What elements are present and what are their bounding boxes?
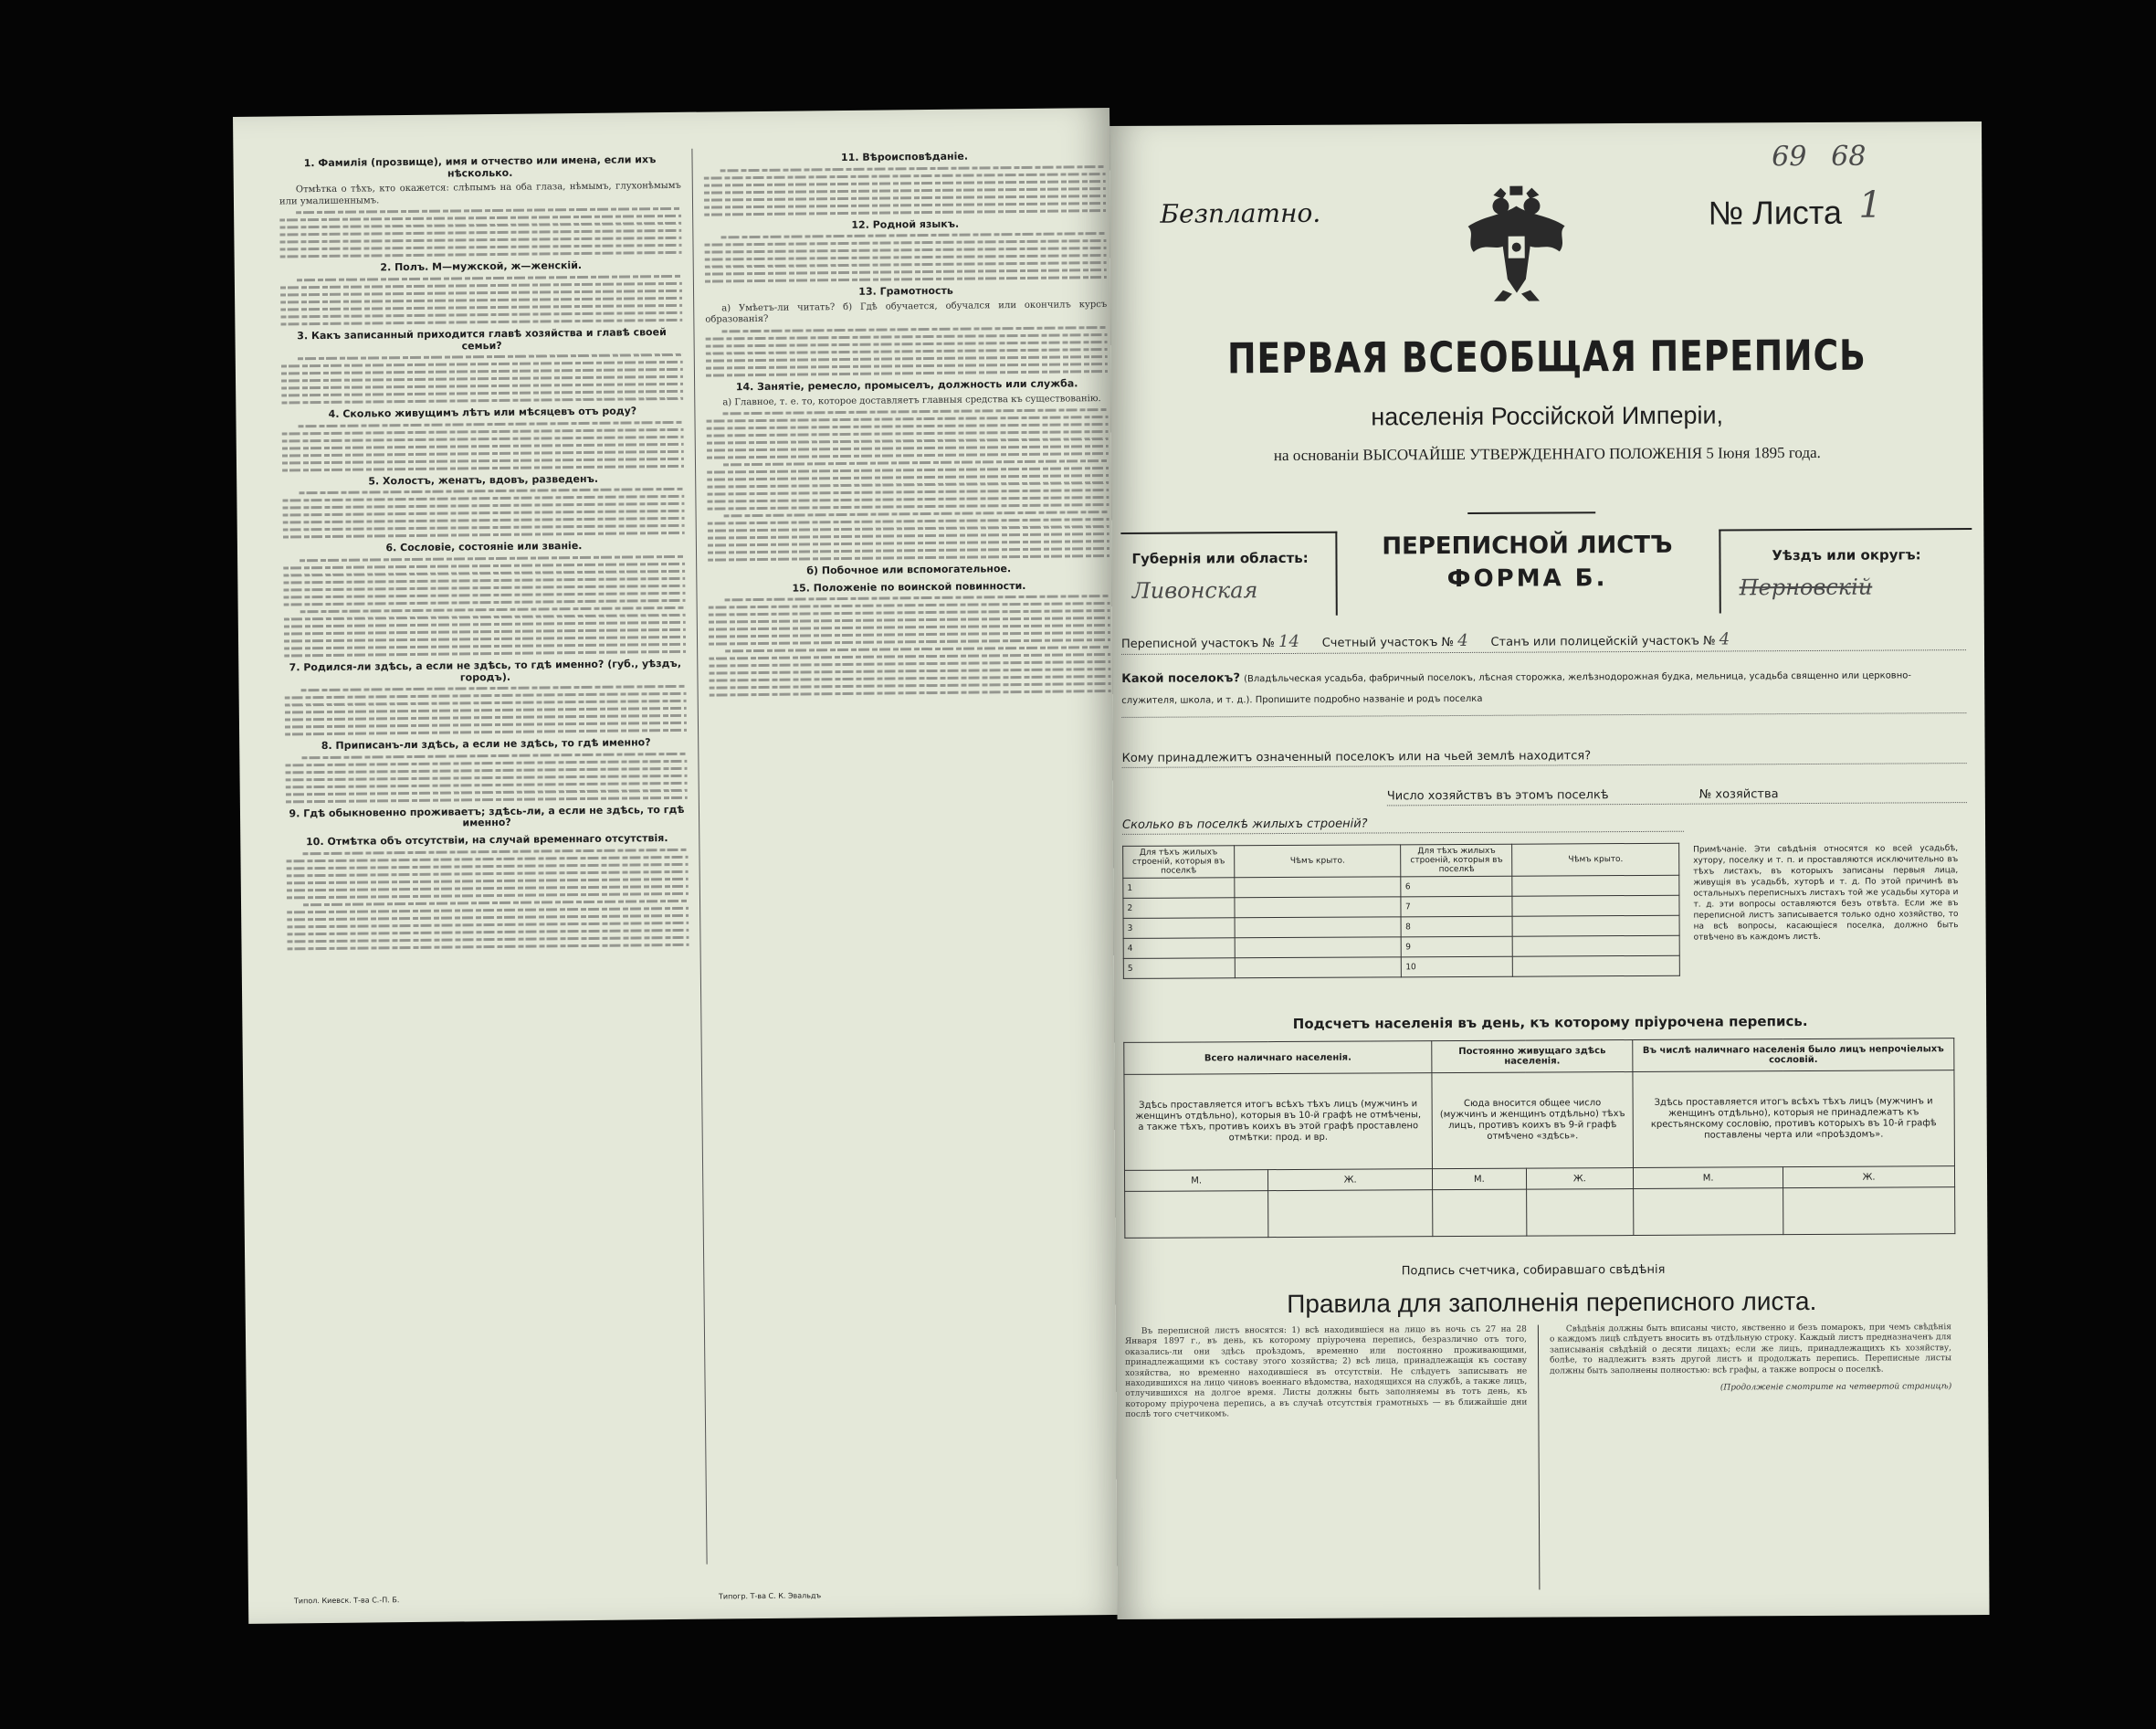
count-cell[interactable] — [1268, 1190, 1433, 1238]
handwritten-number-1: 69 — [1772, 141, 1807, 174]
filler-text — [279, 207, 682, 258]
uchastok-value: 14 — [1278, 631, 1299, 652]
print-line — [282, 502, 684, 510]
count-cell[interactable] — [1634, 1188, 1783, 1236]
section-title: 12. Родной языкъ. — [851, 217, 960, 231]
rules-left-column — [1125, 1325, 1529, 1601]
print-line — [709, 617, 1110, 624]
form-title-box — [1335, 530, 1719, 614]
roof-cell[interactable] — [1512, 935, 1679, 956]
print-line — [279, 229, 681, 237]
section-title: 14. Занятіе, ремесло, промыселъ, должность или служба. — [735, 377, 1078, 394]
print-line — [285, 692, 687, 700]
uchastok-row — [1121, 628, 1966, 655]
print-line — [280, 282, 682, 290]
print-line — [287, 891, 689, 899]
table-header: Чѣмъ крыто. — [1512, 843, 1679, 876]
print-line — [285, 729, 687, 736]
row-number: 1 — [1123, 878, 1235, 899]
print-line — [301, 685, 687, 691]
filler-text — [708, 511, 1110, 562]
row-number: 7 — [1401, 896, 1512, 917]
print-line — [707, 430, 1109, 438]
print-line — [725, 595, 1110, 601]
section-title: 9. Гдѣ обыкновенно проживаетъ; здѣсь-ли, а если не здѣсь, то гдѣ именно? — [289, 803, 685, 829]
section-title: б) Побочное или вспомогательное. — [806, 563, 1012, 577]
free-label: Безплатно. — [1160, 197, 1321, 229]
gubernia-label: Губернія или область: — [1131, 549, 1309, 567]
print-line — [303, 899, 689, 905]
section-title: 13. Грамотность — [858, 284, 953, 299]
print-line — [281, 390, 683, 397]
filler-text — [706, 408, 1109, 459]
filler-text — [704, 232, 1107, 283]
table-header: Всего наличнаго населенія. — [1124, 1041, 1432, 1075]
left-column-2 — [703, 144, 1120, 1565]
row-number: 3 — [1123, 918, 1235, 939]
print-line — [283, 510, 685, 517]
double-headed-eagle-icon — [1457, 178, 1576, 307]
print-line — [285, 707, 687, 714]
column-divider — [1538, 1325, 1541, 1590]
print-line — [299, 421, 684, 427]
print-line — [285, 714, 687, 722]
print-line — [281, 383, 683, 390]
page-subtitle: населенія Россійской Имперіи, — [1371, 401, 1724, 431]
print-line — [287, 921, 689, 928]
table-cell: Сюда вносится общее число (мужчинъ и женщинъ отдѣльно) тѣхъ лицъ, противъ коихъ въ 9-й графѣ отмѣчено «здѣсь». — [1432, 1072, 1633, 1169]
filler-text — [286, 848, 689, 899]
print-line — [722, 408, 1108, 415]
print-line — [287, 862, 689, 870]
print-line — [286, 775, 688, 782]
print-line — [286, 782, 688, 789]
print-line — [723, 459, 1109, 466]
print-line — [704, 202, 1106, 209]
print-line — [705, 254, 1107, 261]
section-title: 8. Приписанъ-ли здѣсь, а если не здѣсь, то гдѣ именно? — [321, 736, 651, 753]
households-row — [1387, 786, 1967, 806]
print-line — [284, 650, 686, 658]
table-header: Постоянно живущаго здѣсь населенія. — [1432, 1040, 1633, 1073]
form-header — [1120, 528, 1974, 615]
roof-cell[interactable] — [1235, 957, 1402, 978]
print-line — [284, 599, 686, 606]
row-number: 9 — [1402, 936, 1513, 957]
print-line — [287, 913, 689, 921]
row-number: 8 — [1402, 916, 1513, 937]
table-row — [1123, 935, 1679, 958]
row-number: 10 — [1402, 956, 1513, 977]
print-line — [704, 180, 1106, 187]
enumerator-signature: Подпись счетчика, собиравшаго свѣдѣнія — [1401, 1262, 1666, 1279]
filler-text — [709, 646, 1111, 697]
count-cell[interactable] — [1526, 1189, 1634, 1237]
print-line — [299, 488, 684, 494]
print-line — [283, 563, 685, 570]
print-line — [288, 943, 689, 950]
print-line — [279, 222, 681, 229]
table-row — [1123, 955, 1679, 978]
print-line — [280, 304, 682, 311]
print-line — [708, 525, 1110, 532]
filler-text — [287, 899, 689, 950]
table-row — [1125, 1187, 1955, 1239]
row-number: 5 — [1123, 958, 1235, 979]
print-line — [282, 450, 684, 458]
section — [280, 259, 683, 325]
section-title: 1. Фамилія (прозвище), имя и отчество или имена, если ихъ нѣсколько. — [303, 153, 657, 180]
filler-text — [285, 685, 688, 736]
filler-text — [709, 595, 1111, 646]
print-line — [709, 602, 1110, 609]
print-line — [287, 906, 689, 913]
table-header: Для тѣхъ жилыхъ строеній, которыя въ поселкѣ — [1401, 844, 1512, 877]
filler-text — [282, 421, 685, 472]
print-line — [281, 361, 683, 368]
print-line — [707, 489, 1109, 496]
print-line — [287, 935, 689, 943]
print-line — [287, 877, 689, 884]
print-line — [709, 631, 1110, 638]
roof-cell[interactable] — [1235, 877, 1402, 898]
section-title: 5. Холостъ, женатъ, вдовъ, разведенъ. — [368, 472, 599, 488]
rules-text: Свѣдѣнія должны быть вписаны чисто, явственно и безъ помарокъ, при чемъ свѣдѣнія о каждомъ лицѣ слѣдуетъ вносить въ отдѣльную строку. Каждый листъ предназначенъ для записыванія свѣдѣній о десяти лицахъ; если же лицъ, принадлежащихъ къ хозяйству, болѣе, то надлежитъ взять другой листъ и продолжать перепись. Переписные листы должны быть заполнены полностью: всѣ графы, а также вопросы о поселкѣ. — [1549, 1323, 1952, 1376]
uezd-label: Уѣздъ или округъ: — [1772, 546, 1921, 564]
section — [708, 563, 1110, 697]
section-title: 3. Какъ записанный приходится главѣ хозяйства и главѣ своей семьи? — [297, 326, 667, 352]
police-label: Станъ или полицейскій участокъ № — [1490, 634, 1716, 649]
print-line — [284, 643, 686, 650]
print-line — [708, 554, 1110, 562]
female-header: Ж. — [1783, 1166, 1955, 1188]
print-line — [709, 609, 1110, 617]
imprint-right: Типогр. Т-ва С. К. Эвальдъ — [718, 1591, 822, 1601]
row-number: 4 — [1123, 938, 1235, 959]
section — [279, 154, 681, 258]
filler-text — [283, 555, 686, 606]
households-label: Число хозяйствъ въ этомъ поселкѣ — [1386, 788, 1609, 804]
print-line — [281, 375, 683, 383]
filler-text — [705, 326, 1108, 377]
print-line — [709, 660, 1110, 668]
owner-row — [1122, 747, 1967, 768]
print-line — [280, 311, 682, 319]
print-line — [282, 428, 684, 436]
sheet-number-label: № Листа — [1708, 193, 1843, 232]
print-line — [704, 209, 1106, 216]
print-line — [280, 290, 682, 297]
poselok-row — [1121, 665, 1966, 718]
table-cell: Здѣсь проставляется итогъ всѣхъ тѣхъ лицъ (мужчинъ и женщинъ отдѣльно), которыя въ 10-й графѣ не отмѣчены, а также тѣхъ, противъ коихъ въ этой графѣ проставлено отмѣтки: прод. и вр. — [1124, 1073, 1433, 1171]
print-line — [708, 503, 1110, 511]
print-line — [707, 452, 1109, 459]
print-line — [707, 416, 1109, 423]
female-header: Ж. — [1268, 1169, 1433, 1191]
handwritten-number-2: 68 — [1831, 140, 1867, 173]
print-line — [705, 276, 1107, 283]
legal-basis: на основаніи ВЫСОЧАЙШЕ УТВЕРЖДЕННАГО ПОЛОЖЕНІЯ 5 Іюня 1895 года. — [1273, 443, 1821, 465]
table-row — [1124, 1070, 1955, 1171]
section-text: а) Умѣетъ-ли читать? б) Гдѣ обучается, обучался или окончилъ курсъ образованія? — [705, 299, 1108, 325]
print-line — [704, 239, 1106, 247]
count-cell[interactable] — [1433, 1189, 1527, 1237]
print-line — [301, 753, 687, 759]
roof-cell[interactable] — [1235, 937, 1402, 958]
print-line — [282, 465, 684, 472]
uezd-box — [1719, 528, 1972, 613]
filler-text — [285, 753, 688, 804]
print-line — [281, 397, 683, 405]
stan-value: 4 — [1457, 630, 1468, 651]
print-line — [298, 353, 683, 360]
print-line — [710, 682, 1111, 690]
section-text: Отмѣтка о тѣхъ, кто окажется: слѣпымъ на оба глаза, нѣмымъ, глухонѣмымъ или умалишеннымъ. — [279, 181, 681, 207]
print-line — [709, 668, 1110, 675]
section — [703, 150, 1106, 216]
print-line — [705, 247, 1107, 254]
print-line — [724, 511, 1110, 517]
print-line — [706, 333, 1108, 341]
print-line — [280, 297, 682, 304]
print-line — [300, 606, 686, 613]
print-line — [284, 628, 686, 636]
male-header: М. — [1433, 1168, 1527, 1190]
print-line — [704, 187, 1106, 195]
print-line — [710, 690, 1111, 697]
section — [280, 327, 683, 405]
print-line — [706, 355, 1108, 363]
print-line — [708, 532, 1110, 540]
table-header-row — [1124, 1038, 1954, 1075]
print-line — [707, 423, 1109, 430]
section-title: 11. Вѣроисповѣданіе. — [840, 150, 969, 164]
filler-text — [281, 353, 684, 405]
print-line — [709, 624, 1110, 631]
print-line — [283, 585, 685, 592]
stan-label: Счетный участокъ № — [1321, 636, 1455, 650]
rules-title: Правила для заполненія переписного листа. — [1287, 1286, 1817, 1319]
print-line — [707, 438, 1109, 445]
print-line — [709, 675, 1110, 682]
table-row — [1123, 895, 1679, 918]
page-title: ПЕРВАЯ ВСЕОБЩАЯ ПЕРЕПИСЬ — [1226, 330, 1867, 384]
male-header: М. — [1124, 1170, 1267, 1192]
print-line — [296, 207, 681, 214]
buildings-row — [1122, 816, 1684, 835]
count-cell[interactable] — [1783, 1187, 1955, 1235]
count-cell[interactable] — [1125, 1191, 1268, 1239]
print-line — [280, 251, 682, 258]
print-line — [285, 700, 687, 707]
print-line — [706, 363, 1108, 370]
print-line — [285, 722, 687, 729]
print-line — [279, 237, 681, 244]
buildings-table — [1122, 843, 1680, 979]
print-line — [721, 326, 1107, 332]
print-line — [704, 195, 1106, 202]
police-value: 4 — [1719, 629, 1730, 649]
print-line — [280, 244, 682, 251]
table-header: Чѣмъ крыто. — [1234, 845, 1401, 878]
print-line — [283, 517, 685, 524]
print-line — [708, 540, 1110, 547]
print-line — [704, 173, 1106, 180]
print-line — [297, 275, 682, 281]
section-title: 15. Положеніе по воинской повинности. — [792, 579, 1026, 595]
right-page — [1110, 121, 1990, 1619]
left-page — [233, 108, 1125, 1624]
print-line — [287, 884, 689, 891]
section — [284, 659, 687, 736]
buildings-label: Сколько въ поселкѣ жилыхъ строеній? — [1121, 817, 1368, 832]
print-line — [720, 165, 1106, 172]
print-line — [286, 789, 688, 796]
uezd-value: Перновскій — [1739, 574, 1873, 601]
population-table — [1123, 1038, 1955, 1239]
print-line — [285, 760, 687, 767]
print-line — [707, 496, 1109, 503]
roof-cell[interactable] — [1512, 915, 1679, 936]
print-line — [300, 555, 685, 562]
print-line — [706, 341, 1108, 348]
roof-cell[interactable] — [1235, 917, 1402, 938]
table-header: Въ числѣ наличнаго населенія было лицъ непрочіелыхъ сословій. — [1633, 1038, 1954, 1072]
rules-text: Въ переписной листъ вносятся: 1) всѣ находившіеся на лицо въ ночь съ 27 на 28 Января 1897 г., въ день, къ которому пріурочена перепись, безразлично отъ того, оказались-ли они здѣсь проѣздомъ, временно или постоянно проживающими, принадлежащими къ составу этого хозяйства; 2) всѣ лица, принадлежащія къ составу хозяйства, но временно находившіеся въ отсутствіи. Не слѣдуетъ записывать не находившихся на лицо чиновъ военнаго вѣдомства, находящихся на службѣ, а также лицъ, отлучившихся на долгое время. Листы должны быть заполняемы въ тотъ день, къ которому пріурочена перепись, а въ случаѣ отсутствія грамотныхъ — въ ближайшіе дни послѣ того счетчикомъ. — [1124, 1324, 1528, 1420]
print-line — [283, 570, 685, 577]
print-line — [302, 848, 688, 854]
print-line — [287, 870, 689, 877]
roof-cell[interactable] — [1513, 955, 1680, 976]
section — [706, 378, 1110, 562]
print-line — [280, 319, 682, 326]
row-number: 6 — [1401, 876, 1512, 897]
print-line — [287, 855, 689, 862]
table-cell: Здѣсь проставляется итогъ всѣхъ тѣхъ лицъ (мужчинъ и женщинъ отдѣльно), которыя не принадлежатъ къ крестьянскому сословію, противъ которыхъ въ 10-й графѣ поставлены черта или «проѣздомъ». — [1633, 1070, 1955, 1168]
form-title: ПЕРЕПИСНОЙ ЛИСТЪ — [1382, 531, 1673, 561]
filler-text — [704, 165, 1107, 216]
print-line — [707, 467, 1109, 474]
gubernia-value: Ливонская — [1131, 577, 1258, 604]
print-line — [281, 368, 683, 375]
section-title: 7. Родился-ли здѣсь, а если не здѣсь, то гдѣ именно? (губ., уѣздъ, городъ). — [289, 657, 682, 683]
continuation-note: (Продолженіе смотрите на четвертой страницѣ) — [1720, 1382, 1952, 1393]
section — [286, 805, 689, 950]
form-subtitle: ФОРМА Б. — [1446, 564, 1608, 594]
section — [704, 217, 1107, 283]
section — [282, 473, 685, 539]
section — [705, 284, 1108, 376]
handwritten-sheet-number: 1 — [1858, 184, 1883, 227]
uchastok-label: Переписной участокъ № — [1120, 637, 1275, 651]
print-line — [284, 621, 686, 628]
print-line — [706, 348, 1108, 355]
section — [285, 737, 688, 803]
print-line — [720, 232, 1106, 238]
print-line — [706, 370, 1108, 377]
print-line — [708, 518, 1110, 525]
print-line — [283, 592, 685, 599]
table-row — [1123, 915, 1679, 938]
section — [281, 406, 684, 471]
section-title: 2. Полъ. М—мужской, ж—женскій. — [380, 259, 583, 274]
section — [283, 540, 686, 657]
section-title: 4. Сколько живущимъ лѣтъ или мѣсяцевъ отъ роду? — [328, 405, 637, 421]
print-line — [725, 646, 1110, 652]
print-line — [287, 928, 689, 935]
print-line — [279, 215, 681, 222]
print-line — [286, 796, 688, 804]
print-line — [284, 636, 686, 643]
section-title: 6. Сословіе, состояніе или званіе. — [385, 540, 583, 554]
household-number-label: № хозяйства — [1699, 787, 1779, 802]
filler-text — [707, 459, 1110, 511]
owner-label: Кому принадлежитъ означенный поселокъ или на чьей землѣ находится? — [1121, 749, 1592, 765]
print-line — [284, 614, 686, 621]
print-line — [286, 767, 688, 775]
note-text: Примѣчаніе. Эти свѣдѣнія относятся ко всей усадьбѣ, хутору, поселку и т. п. и проставляются исключительно въ тѣхъ листахъ, въ которыхъ записаны первыя лица, живущія въ усадьбѣ, хуторѣ и т. д. По этой причинѣ въ остальныхъ переписныхъ листахъ той же усадьбы хутора и т. д. эти вопросы оставляются безъ отвѣта. Если же въ переписной листъ записывается только одно хозяйство, то на всѣ вопросы, касающіеся поселка, должно быть отвѣчено въ каждомъ листѣ. — [1693, 844, 1959, 943]
table-row — [1123, 875, 1679, 898]
filler-text — [280, 275, 683, 326]
print-line — [282, 495, 684, 502]
print-line — [707, 474, 1109, 481]
section-text: а) Главное, т. е. то, которое доставляетъ главныя средства къ существованію. — [722, 393, 1101, 407]
poselok-label: Какой поселокъ? — [1121, 671, 1241, 686]
print-line — [282, 443, 684, 450]
female-header: Ж. — [1526, 1168, 1634, 1190]
print-line — [283, 524, 685, 532]
population-title: Подсчетъ населенія въ день, къ которому пріурочена перепись. — [1292, 1013, 1808, 1032]
print-line — [283, 532, 685, 539]
print-line — [707, 445, 1109, 452]
print-line — [282, 458, 684, 465]
roof-cell[interactable] — [1512, 895, 1679, 916]
table-header-row — [1123, 843, 1679, 878]
filler-text — [284, 606, 687, 658]
gubernia-box — [1120, 532, 1337, 617]
roof-cell[interactable] — [1235, 897, 1402, 918]
male-header: М. — [1633, 1167, 1783, 1189]
print-line — [705, 269, 1107, 276]
section-title: 10. Отмѣтка объ отсутствіи, на случай временнаго отсутствія. — [306, 831, 668, 849]
table-header: Для тѣхъ жилыхъ строеній, которыя въ поселкѣ — [1123, 846, 1235, 879]
row-number: 2 — [1123, 898, 1235, 919]
filler-text — [282, 488, 685, 539]
print-line — [709, 653, 1110, 660]
print-line — [282, 436, 684, 443]
rules-right-column — [1550, 1323, 1953, 1598]
print-line — [709, 638, 1110, 646]
print-line — [707, 481, 1109, 489]
left-column-1 — [279, 149, 695, 1569]
print-line — [283, 577, 685, 585]
print-line — [708, 547, 1110, 554]
roof-cell[interactable] — [1512, 875, 1679, 896]
poselok-hint: (Владѣльческая усадьба, фабричный поселокъ, лѣсная сторожка, желѣзнодорожная будка, мельница, усадьба священно или церковно-служителя, школа, и т. д.). Пропишите подробно названіе и родъ поселка — [1121, 670, 1911, 706]
imprint-left: Типол. Киевск. Т-ва С.-П. Б. — [293, 1596, 400, 1606]
print-line — [705, 261, 1107, 269]
divider-rule — [1467, 511, 1595, 514]
